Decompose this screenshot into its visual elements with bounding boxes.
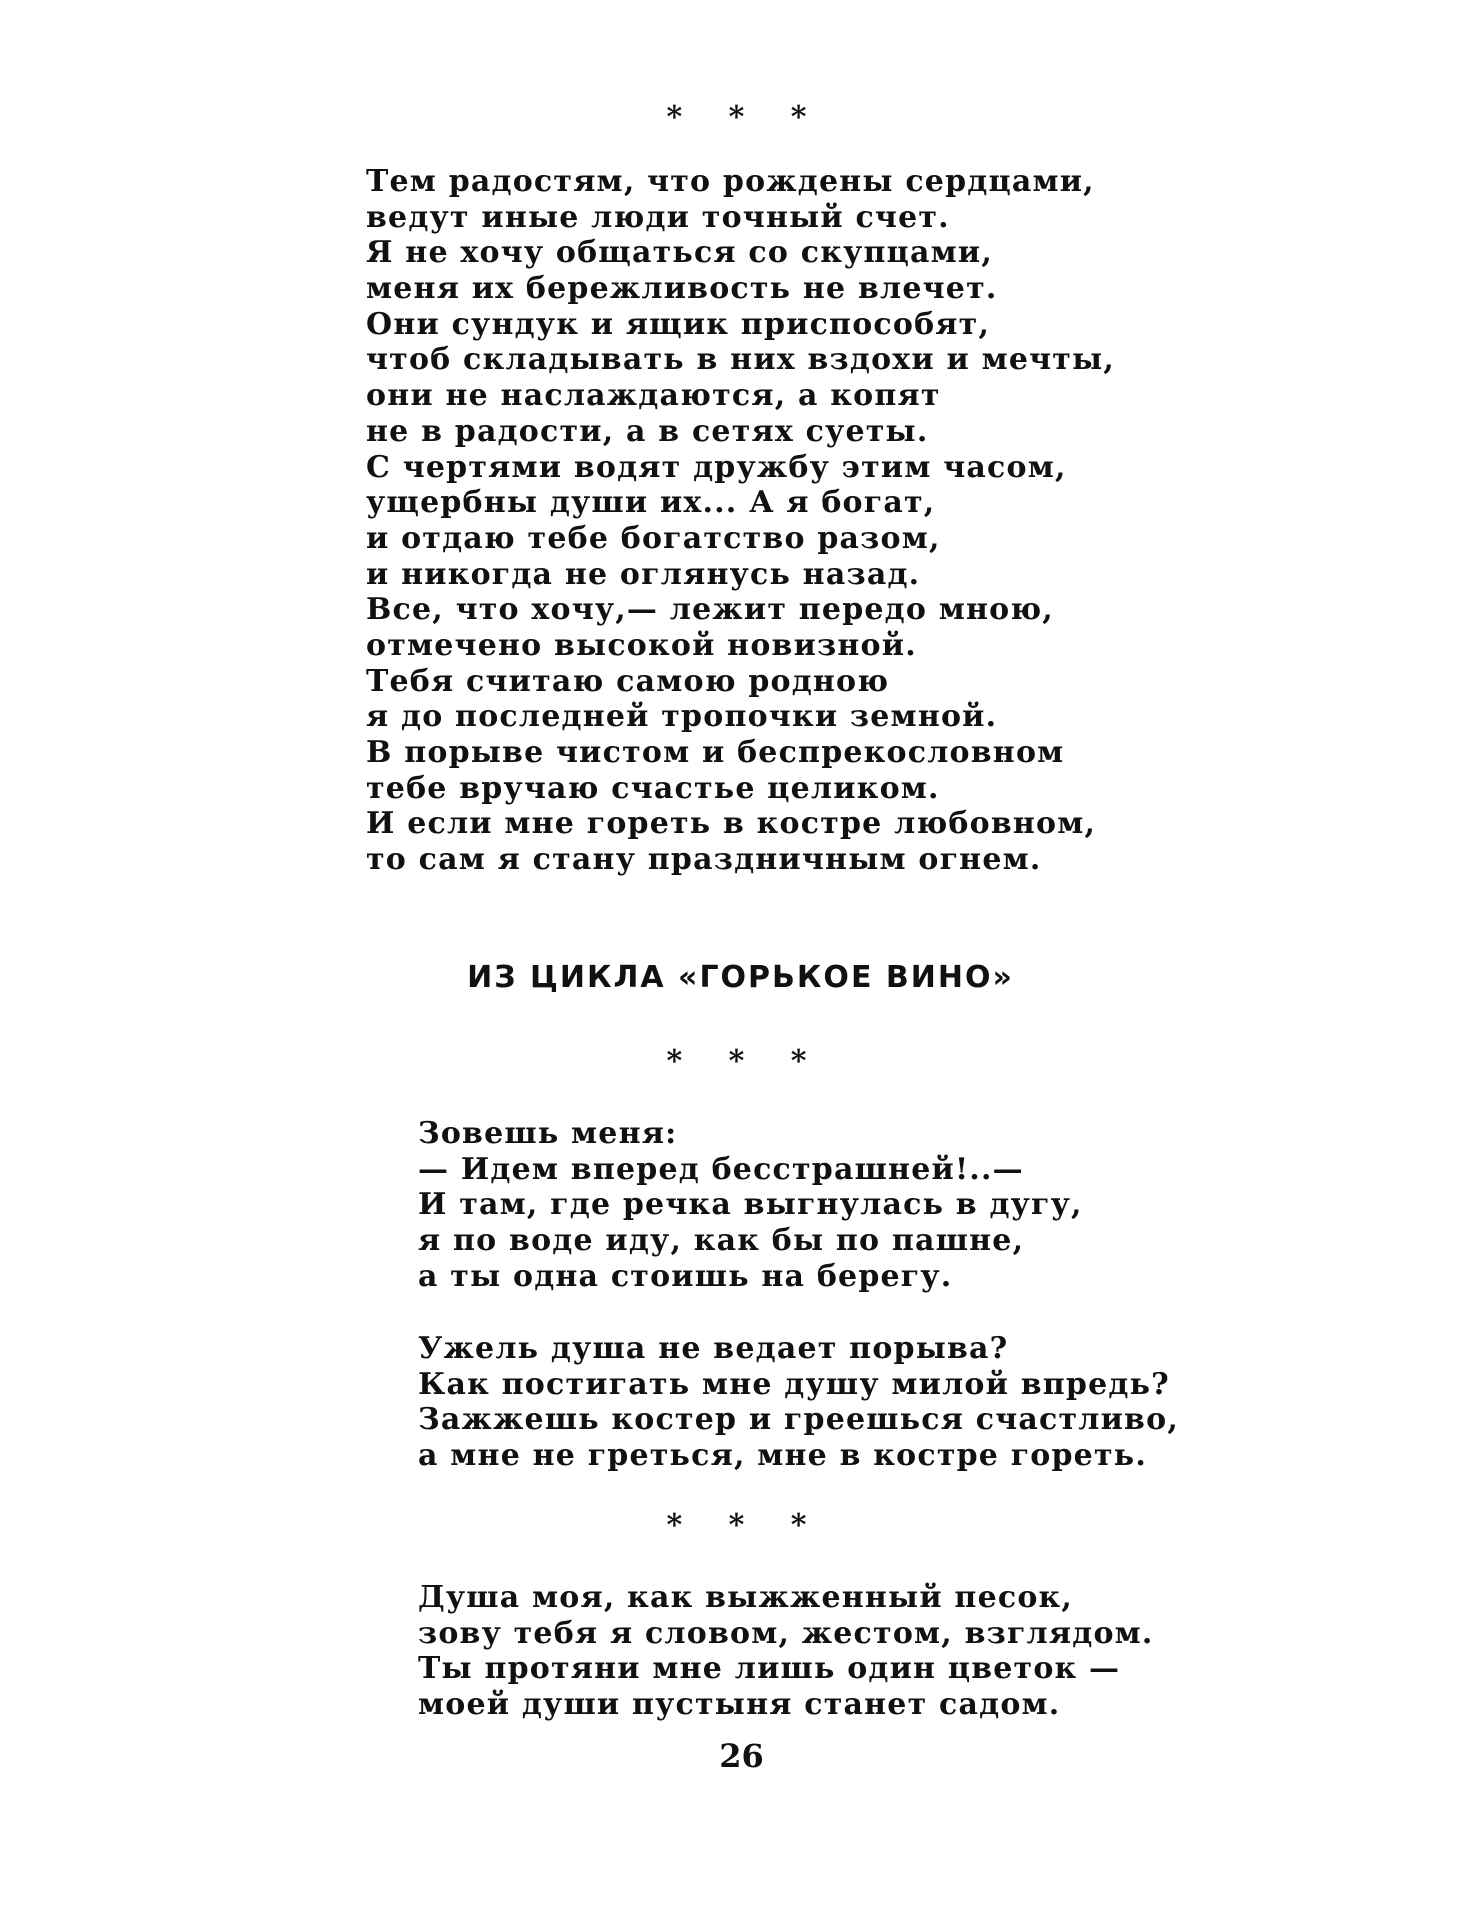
poem-line: Зовешь меня: <box>418 1116 678 1151</box>
poem-line: — Идем вперед бесстрашней!..— <box>418 1151 1024 1187</box>
poem-line: Тебя считаю самою родною <box>366 663 890 699</box>
poem-line: Душа моя, как выжженный песок, <box>418 1580 1074 1615</box>
poem-line: не в радости, а в сетях суеты. <box>366 413 929 449</box>
poem-line: зову тебя я словом, жестом, взглядом. <box>418 1615 1154 1651</box>
page-number: 26 <box>719 1737 764 1775</box>
poem-line: Как постигать мне душу милой впредь? <box>418 1366 1170 1402</box>
poem-1 <box>366 164 1115 878</box>
poem-2-stanza-2 <box>418 1331 1179 1474</box>
poem-line: я до последней тропочки земной. <box>366 699 998 735</box>
poem-line: И если мне гореть в костре любовном, <box>366 806 1097 842</box>
poem-line: В порыве чистом и беспрекословном <box>366 735 1065 770</box>
cycle-heading: ИЗ ЦИКЛА «ГОРЬКОЕ ВИНО» <box>467 960 1014 995</box>
poem-line: отмечено высокой новизной. <box>366 627 917 663</box>
section-separator-2: * * * <box>666 1044 825 1079</box>
poem-line: и никогда не оглянусь назад. <box>366 556 921 592</box>
poem-line: С чертями водят дружбу этим часом, <box>366 449 1067 485</box>
poem-line: тебе вручаю счастье целиком. <box>366 770 940 806</box>
poem-line: они не наслаждаются, а копят <box>366 378 941 414</box>
poem-line: то сам я стану праздничным огнем. <box>366 842 1042 878</box>
poem-line: и отдаю тебе богатство разом, <box>366 520 941 556</box>
section-separator-3: * * * <box>666 1508 825 1543</box>
poem-line: меня их бережливость не влечет. <box>366 271 998 307</box>
poem-line: Они сундук и ящик приспособят, <box>366 306 991 342</box>
poem-line: Ты протяни мне лишь один цветок — <box>418 1651 1121 1687</box>
section-separator-1: * * * <box>666 100 825 135</box>
poem-line: Все, что хочу,— лежит передо мною, <box>366 592 1054 628</box>
poem-line: моей души пустыня станет садом. <box>418 1687 1061 1723</box>
poem-line: а мне не греться, мне в костре гореть. <box>418 1438 1147 1474</box>
poem-line: И там, где речка выгнулась в дугу, <box>418 1187 1083 1223</box>
poem-line: Тем радостям, что рождены сердцами, <box>366 164 1095 199</box>
poem-line: чтоб складывать в них вздохи и мечты, <box>366 342 1115 378</box>
poem-line: Зажжешь костер и греешься счастливо, <box>418 1402 1179 1438</box>
poem-line: я по воде иду, как бы по пашне, <box>418 1223 1025 1259</box>
poem-line: ущербны души их... А я богат, <box>366 485 936 521</box>
poem-2-stanza-1 <box>418 1116 1083 1294</box>
poem-3 <box>418 1580 1154 1723</box>
poem-line: а ты одна стоишь на берегу. <box>418 1258 953 1294</box>
poem-line: Я не хочу общаться со скупцами, <box>366 235 994 271</box>
poem-line: Ужель душа не ведает порыва? <box>418 1331 1009 1366</box>
poem-line: ведут иные люди точный счет. <box>366 199 950 235</box>
